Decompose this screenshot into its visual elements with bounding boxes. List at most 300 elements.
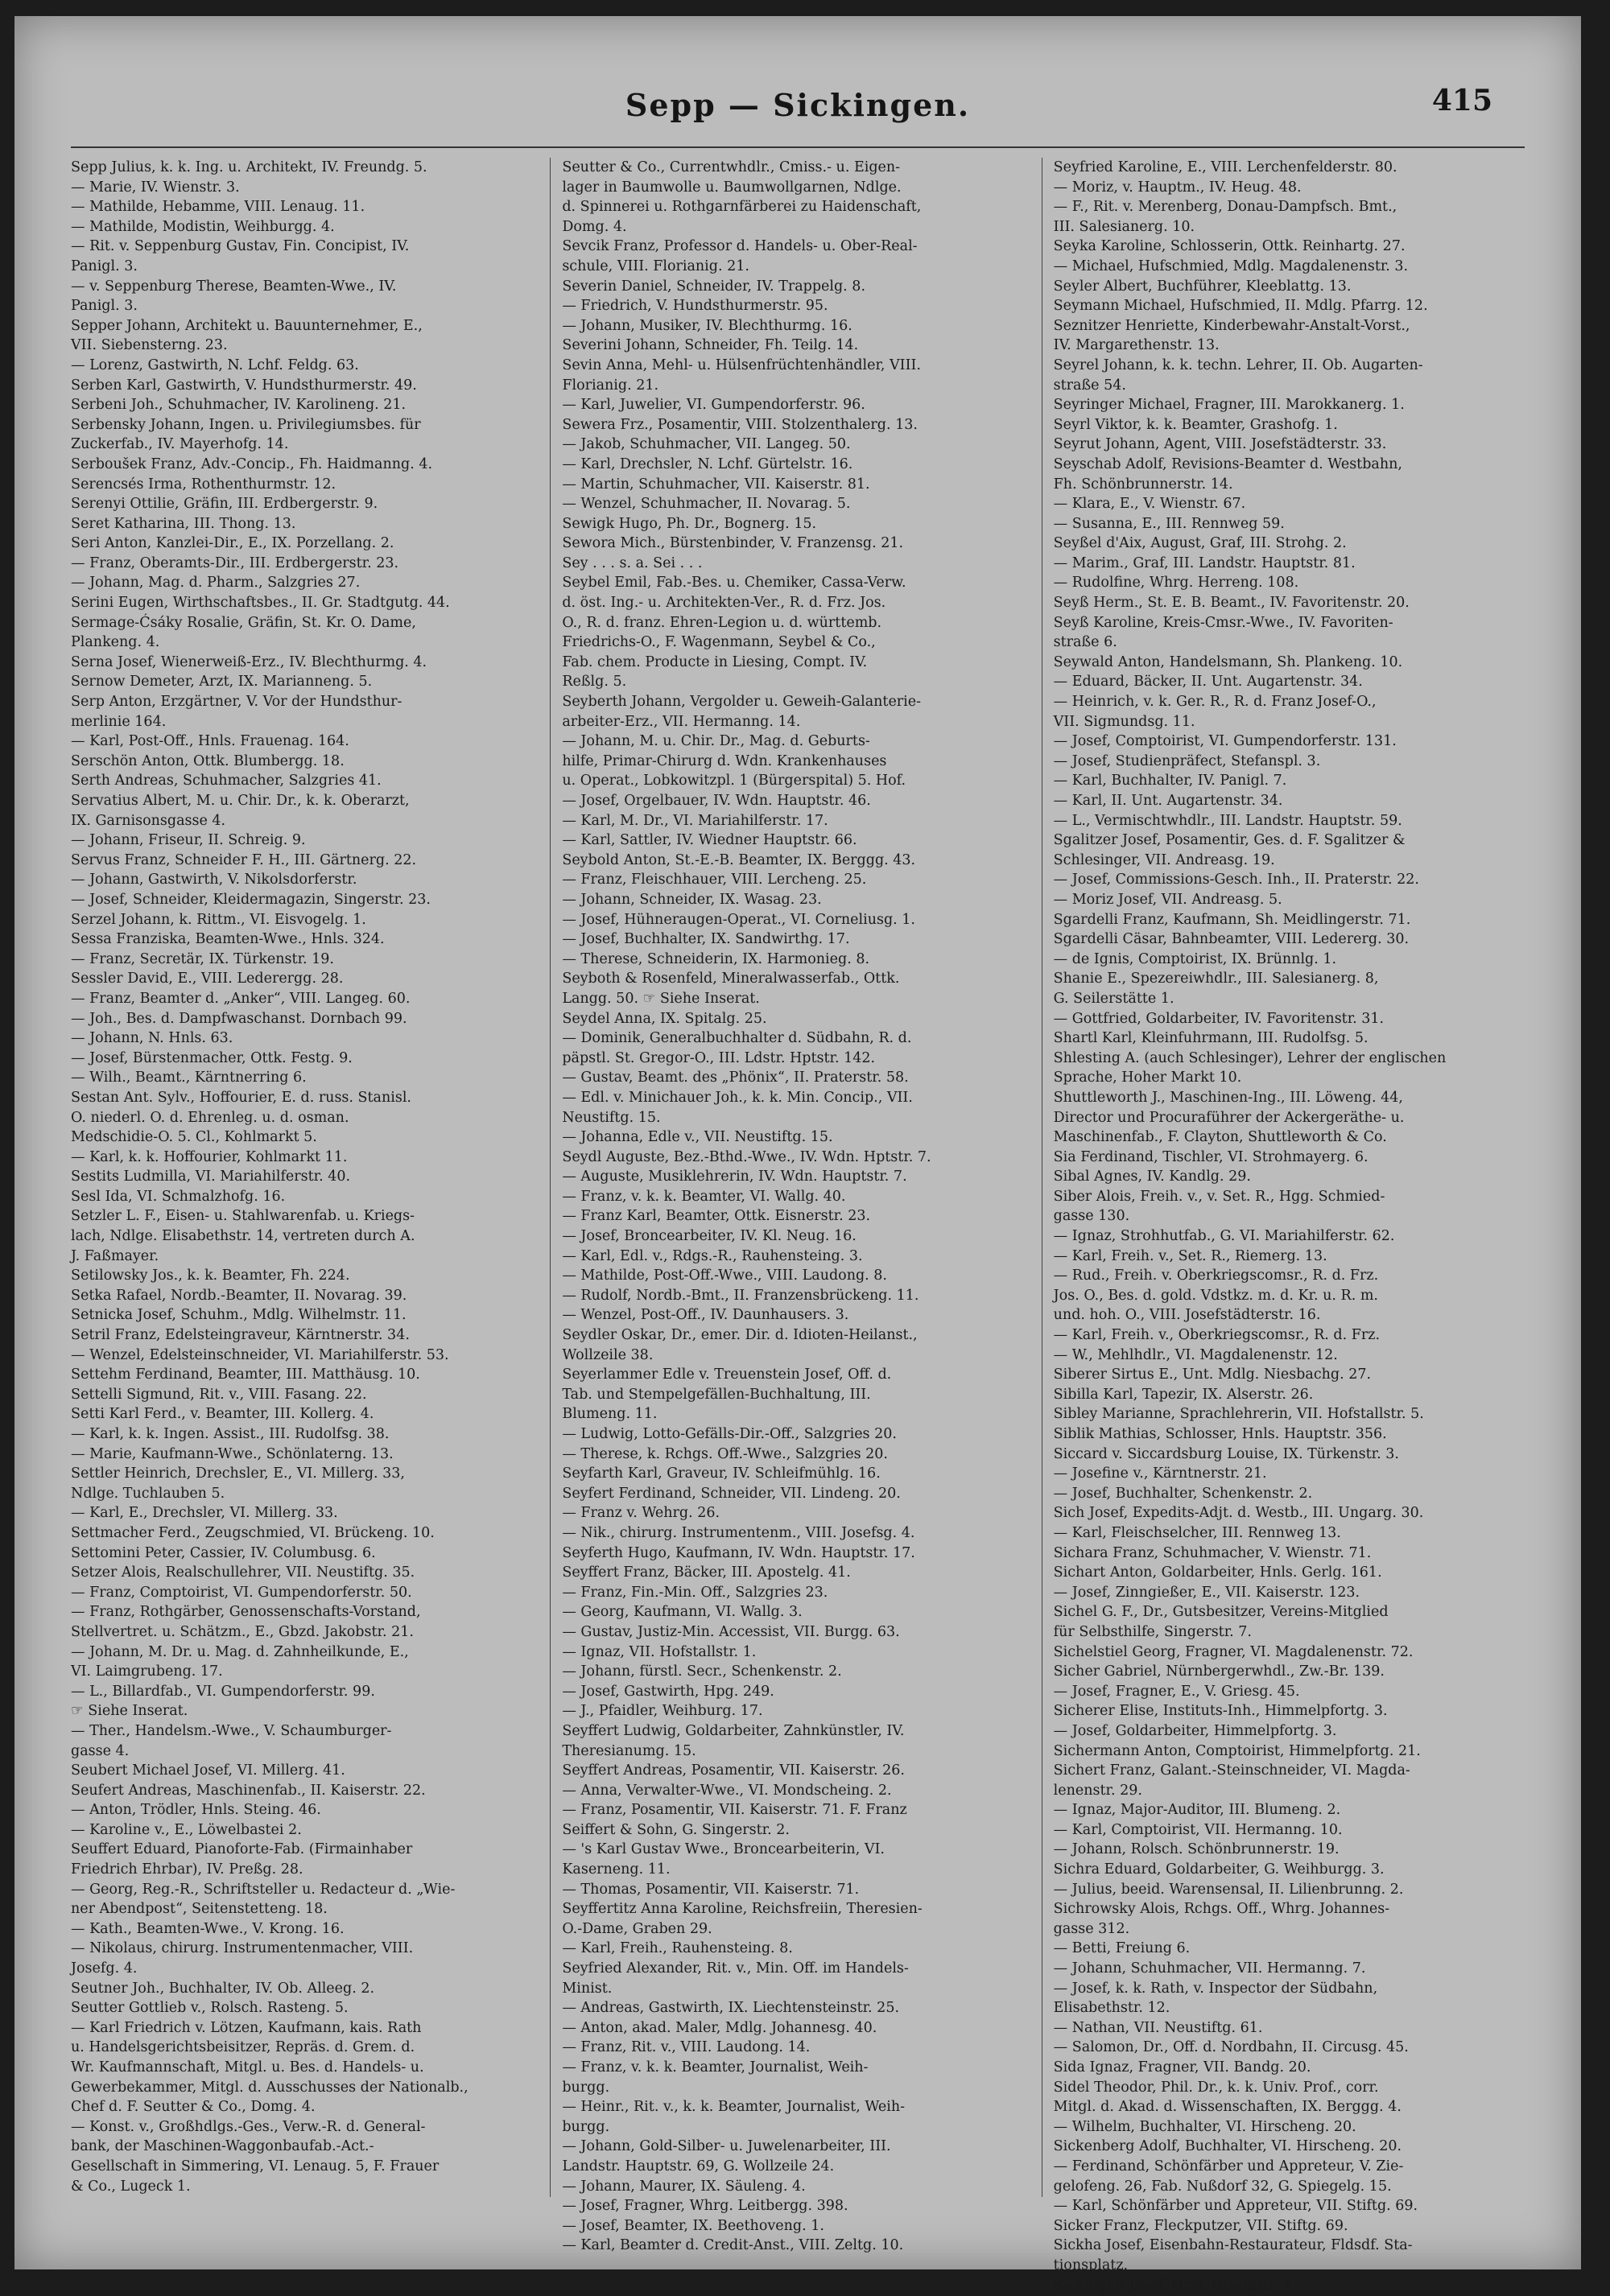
directory-entry-line: — J., Pfaidler, Weihburg. 17. <box>562 1703 763 1720</box>
directory-entry-line: Maschinenfab., F. Clayton, Shuttleworth & Co. <box>1053 1129 1387 1146</box>
directory-entry-line: Friedrichs-O., F. Wagenmann, Seybel & Co., <box>562 634 876 651</box>
directory-entry-line: Shartl Karl, Kleinfuhrmann, III. Rudolfsg. 5. <box>1053 1030 1368 1047</box>
directory-entry-line: burgg. <box>562 2079 610 2096</box>
directory-entry-line: Seyß Karoline, Kreis-Cmsr.-Wwe., IV. Favoriten- <box>1053 614 1393 631</box>
directory-entry-line: — Therese, Schneiderin, IX. Harmonieg. 8. <box>562 950 870 967</box>
directory-entry-line: Sichrowsky Alois, Rchgs. Off., Whrg. Johannes- <box>1053 1901 1390 1918</box>
directory-entry-line: — Johann, M. Dr. u. Mag. d. Zahnheilkunde, E., <box>71 1643 409 1660</box>
directory-entry-line: Serbeni Joh., Schuhmacher, IV. Karolineng. 21. <box>71 397 407 414</box>
directory-entry-line: Serbensky Johann, Ingen. u. Privilegiumsbes. für <box>71 416 421 433</box>
directory-entry-line: — Karoline v., E., Löwelbastei 2. <box>71 1821 302 1838</box>
directory-entry-line: — Johann, Friseur, II. Schreig. 9. <box>71 832 306 849</box>
directory-entry-line: Seyß Herm., St. E. B. Beamt., IV. Favoritenstr. 20. <box>1053 595 1410 612</box>
directory-entry-line: Seutner Joh., Buchhalter, IV. Ob. Alleeg. 2. <box>71 1980 375 1997</box>
directory-entry-line: — W., Mehlhdlr., VI. Magdalenenstr. 12. <box>1053 1346 1338 1363</box>
directory-entry-line: Setzer Alois, Realschullehrer, VII. Neustiftg. 35. <box>71 1564 415 1581</box>
directory-entry-line: Reßlg. 5. <box>562 674 627 690</box>
directory-entry-line: — Karl, Freih., Rauhensteing. 8. <box>562 1940 793 1957</box>
directory-entry-line: Sprache, Hoher Markt 10. <box>1053 1070 1242 1086</box>
directory-entry-line: — Josefine v., Kärntnerstr. 21. <box>1053 1465 1267 1482</box>
directory-entry-line: — Josef, Beamter, IX. Beethoveng. 1. <box>562 2217 824 2234</box>
directory-entry-line: Landstr. Hauptstr. 69, G. Wollzeile 24. <box>562 2158 835 2174</box>
directory-entry-line: — L., Vermischtwhdlr., III. Landstr. Hauptstr. 59. <box>1053 812 1402 829</box>
directory-entry-line: — Friedrich, V. Hundsthurmerstr. 95. <box>562 298 828 315</box>
column-1 <box>71 158 551 2197</box>
directory-entry-line: Langg. 50. ☞ Siehe Inserat. <box>562 990 760 1007</box>
directory-entry-line: Sevcik Franz, Professor d. Handels- u. Ober-Real- <box>562 238 918 255</box>
directory-entry-line: — Karl, Sattler, IV. Wiedner Hauptstr. 66. <box>562 832 857 849</box>
directory-entry-line: — Marim., Graf, III. Landstr. Hauptstr. 81. <box>1053 554 1356 571</box>
directory-entry-line: Serna Josef, Wienerweiß-Erz., IV. Blechthurmg. 4. <box>71 653 427 670</box>
directory-entry-line: & Co., Lugeck 1. <box>71 2178 191 2195</box>
directory-entry-line: — Thomas, Posamentir, VII. Kaiserstr. 71. <box>562 1881 860 1898</box>
directory-entry-line: — Georg, Reg.-R., Schriftsteller u. Redacteur d. „Wie- <box>71 1881 456 1898</box>
directory-entry-line: Sibal Agnes, IV. Kandlg. 29. <box>1053 1169 1251 1185</box>
directory-entry-line: Seyßel d'Aix, August, Graf, III. Strohg. 2. <box>1053 535 1347 552</box>
directory-entry-line: — Anton, akad. Maler, Mdlg. Johannesg. 40. <box>562 2019 877 2036</box>
directory-entry-line: — Johann, Gastwirth, V. Nikolsdorferstr. <box>71 872 357 888</box>
directory-entry-line: Seubert Michael Josef, VI. Millerg. 41. <box>71 1762 345 1779</box>
directory-entry-line: Blumeng. 11. <box>562 1406 658 1423</box>
directory-entry-line: Chef d. F. Seutter & Co., Domg. 4. <box>71 2099 316 2116</box>
directory-entry-line: u. Handelsgerichtsbeisitzer, Repräs. d. Grem. d. <box>71 2039 415 2056</box>
directory-entry-line: Mitgl. d. Akad. d. Wissenschaften, IX. Berggg. 4. <box>1053 2099 1402 2116</box>
directory-entry-line: — Johanna, Edle v., VII. Neustiftg. 15. <box>562 1129 833 1146</box>
directory-entry-line: Kaserneng. 11. <box>562 1861 671 1878</box>
directory-entry-line: Seutter Gottlieb v., Rolsch. Rasteng. 5. <box>71 2000 349 2017</box>
directory-entry-line: — Konst. v., Großhdlgs.-Ges., Verw.-R. d. General- <box>71 2118 426 2135</box>
directory-entry-line: Siblik Mathias, Schlosser, Hnls. Hauptstr. 356. <box>1053 1426 1387 1442</box>
directory-entry-line: — Ignaz, VII. Hofstallstr. 1. <box>562 1643 757 1660</box>
directory-entry-line: — Karl, Beamter d. Credit-Anst., VIII. Zeltg. 10. <box>562 2237 904 2254</box>
directory-entry-line: päpstl. St. Gregor-O., III. Ldstr. Hptstr. 142. <box>562 1049 876 1066</box>
directory-entry-line: und. hoh. O., VIII. Josefstädterstr. 16. <box>1053 1307 1321 1324</box>
directory-entry-line: — Josef, Buchhalter, Schenkenstr. 2. <box>1053 1485 1313 1502</box>
directory-entry-line: — Karl, II. Unt. Augartenstr. 34. <box>1053 793 1283 809</box>
directory-entry-line: gasse 130. <box>1053 1208 1130 1225</box>
directory-entry-line: — Johann, Maurer, IX. Säuleng. 4. <box>562 2178 806 2195</box>
directory-entry-line: Elisabethstr. 12. <box>1053 2000 1170 2017</box>
directory-entry-line: Seznitzer Henriette, Kinderbewahr-Anstalt-Vorst., <box>1053 317 1410 334</box>
directory-entry-line: IV. Margarethenstr. 13. <box>1053 337 1220 354</box>
directory-entry-line: J. Faßmayer. <box>71 1247 159 1264</box>
directory-entry-line: — Johann, M. u. Chir. Dr., Mag. d. Geburts- <box>562 733 870 750</box>
directory-entry-line: ner Abendpost“, Seitenstetteng. 18. <box>71 1901 328 1918</box>
directory-entry-line: bank, der Maschinen-Waggonbaufab.-Act.- <box>71 2138 374 2155</box>
directory-entry-line: — Franz v. Wehrg. 26. <box>562 1505 720 1522</box>
directory-entry-line: — de Ignis, Comptoirist, IX. Brünnlg. 1. <box>1053 950 1337 967</box>
directory-entry-line: u. Operat., Lobkowitzpl. 1 (Bürgerspital) 5. Hof. <box>562 773 906 789</box>
column-2 <box>562 158 1042 2254</box>
directory-entry-line: — Johann, Schuhmacher, VII. Hermanng. 7. <box>1053 1960 1366 1977</box>
directory-entry-line: Fh. Schönbrunnerstr. 14. <box>1053 476 1233 493</box>
directory-entry-line: lenenstr. 29. <box>1053 1782 1142 1799</box>
directory-entry-line: Wollzeile 38. <box>562 1346 654 1363</box>
entry-columns <box>71 158 1525 2294</box>
directory-entry-line: Sickingen Josef, Graf, Giselastr. 1. <box>1053 2277 1297 2294</box>
directory-entry-line: lach, Ndlge. Elisabethstr. 14, vertreten durch A. <box>71 1228 415 1245</box>
directory-entry-line: — Josef, Buchhalter, IX. Sandwirthg. 17. <box>562 931 850 948</box>
directory-entry-line: III. Salesianerg. 10. <box>1053 218 1195 235</box>
directory-entry-line: Serschön Anton, Ottk. Blumbergg. 18. <box>71 752 345 769</box>
directory-entry-line: Seyfarth Karl, Graveur, IV. Schleifmühlg. 16. <box>562 1465 881 1482</box>
directory-entry-line: Seyringer Michael, Fragner, III. Marokkanerg. 1. <box>1053 397 1405 414</box>
directory-entry-line: Sernow Demeter, Arzt, IX. Marianneng. 5. <box>71 674 373 690</box>
directory-entry-line: — Franz, Fin.-Min. Off., Salzgries 23. <box>562 1584 828 1601</box>
directory-entry-line: — Josef, Fragner, E., V. Griesg. 45. <box>1053 1683 1300 1700</box>
directory-entry-line: Medschidie-O. 5. Cl., Kohlmarkt 5. <box>71 1129 317 1146</box>
directory-entry-line: Setti Karl Ferd., v. Beamter, III. Kollerg. 4. <box>71 1406 374 1423</box>
directory-entry-line: Severin Daniel, Schneider, IV. Trappelg. 8. <box>562 278 866 295</box>
directory-entry-line: Settehm Ferdinand, Beamter, III. Matthäusg. 10. <box>71 1366 420 1383</box>
directory-entry-line: Servatius Albert, M. u. Chir. Dr., k. k. Oberarzt, <box>71 793 410 809</box>
running-head: Sepp — Sickingen. <box>625 87 971 123</box>
directory-entry-line: — Karl, Drechsler, N. Lchf. Gürtelstr. 16. <box>562 455 853 472</box>
directory-entry-line: Minist. <box>562 1980 613 1997</box>
directory-entry-line: — Rud., Freih. v. Oberkriegscomsr., R. d. Frz. <box>1053 1268 1379 1284</box>
directory-entry-line: — Andreas, Gastwirth, IX. Liechtensteinstr. 25. <box>562 2000 900 2017</box>
directory-entry-line: — Josef, Gastwirth, Hpg. 249. <box>562 1683 774 1700</box>
directory-entry-line: Stellvertret. u. Schätzm., E., Gbzd. Jakobstr. 21. <box>71 1623 414 1640</box>
directory-entry-line: Sichermann Anton, Comptoirist, Himmelpfortg. 21. <box>1053 1742 1421 1759</box>
directory-entry-line: — Ludwig, Lotto-Gefälls-Dir.-Off., Salzgries 20. <box>562 1426 897 1442</box>
directory-entry-line: Theresianumg. 15. <box>562 1742 696 1759</box>
directory-entry-line: Serp Anton, Erzgärtner, V. Vor der Hundsthur- <box>71 694 402 711</box>
directory-entry-line: Seydel Anna, IX. Spitalg. 25. <box>562 1010 767 1027</box>
directory-entry-line: Settomini Peter, Cassier, IV. Columbusg. 6. <box>71 1544 376 1561</box>
directory-entry-line: tionsplatz. <box>1053 2257 1129 2273</box>
directory-entry-line: Seyffert Andreas, Posamentir, VII. Kaiserstr. 26. <box>562 1762 905 1779</box>
directory-entry-line: Siccard v. Siccardsburg Louise, IX. Türkenstr. 3. <box>1053 1445 1399 1462</box>
directory-entry-line: — Karl, Buchhalter, IV. Panigl. 7. <box>1053 773 1287 789</box>
directory-entry-line: schule, VIII. Florianig. 21. <box>562 258 749 274</box>
directory-entry-line: Sickenberg Adolf, Buchhalter, VI. Hirscheng. 20. <box>1053 2138 1402 2155</box>
directory-entry-line: burgg. <box>562 2118 610 2135</box>
directory-entry-line: — Josef, Fragner, Whrg. Leitbergg. 398. <box>562 2198 848 2215</box>
directory-entry-line: IX. Garnisonsgasse 4. <box>71 812 226 829</box>
directory-entry-line: Zuckerfab., IV. Mayerhofg. 14. <box>71 436 289 453</box>
directory-entry-line: — Moriz, v. Hauptm., IV. Heug. 48. <box>1053 179 1302 196</box>
directory-entry-line: — Josef, Bürstenmacher, Ottk. Festg. 9. <box>71 1049 353 1066</box>
directory-entry-line: gelofeng. 26, Fab. Nußdorf 32, G. Spiegelg. 15. <box>1053 2178 1392 2195</box>
directory-entry-line: Sestits Ludmilla, VI. Mariahilferstr. 40. <box>71 1169 351 1185</box>
directory-entry-line: Sida Ignaz, Fragner, VII. Bandg. 20. <box>1053 2059 1311 2075</box>
directory-entry-line: Sewora Mich., Bürstenbinder, V. Franzensg. 21. <box>562 535 904 552</box>
directory-entry-line: — Wenzel, Schuhmacher, II. Novarag. 5. <box>562 496 851 513</box>
directory-entry-line: — Karl, E., Drechsler, VI. Millerg. 33. <box>71 1505 338 1522</box>
directory-entry-line: Serboušek Franz, Adv.-Concip., Fh. Haidmanng. 4. <box>71 455 433 472</box>
directory-entry-line: — Rudolf, Nordb.-Bmt., II. Franzensbrückeng. 11. <box>562 1287 919 1304</box>
directory-entry-line: Seyboth & Rosenfeld, Mineralwasserfab., Ottk. <box>562 971 900 987</box>
directory-entry-line: — Karl, Juwelier, VI. Gumpendorferstr. 96. <box>562 397 865 414</box>
directory-entry-line: Sichert Franz, Galant.-Steinschneider, VI. Magda- <box>1053 1762 1410 1779</box>
directory-entry-line: Seymann Michael, Hufschmied, II. Mdlg. Pfarrg. 12. <box>1053 298 1428 315</box>
directory-entry-line: Sicherer Elise, Instituts-Inh., Himmelpfortg. 3. <box>1053 1703 1388 1720</box>
directory-entry-line: Siberer Sirtus E., Unt. Mdlg. Niesbachg. 27. <box>1053 1366 1372 1383</box>
directory-entry-line: ☞ Siehe Inserat. <box>71 1703 188 1720</box>
directory-entry-line: Sgardelli Franz, Kaufmann, Sh. Meidlingerstr. 71. <box>1053 911 1411 928</box>
directory-entry-line: G. Seilerstätte 1. <box>1053 990 1174 1007</box>
directory-entry-line: — Nik., chirurg. Instrumentenm., VIII. Josefsg. 4. <box>562 1524 915 1541</box>
directory-entry-line: — Kath., Beamten-Wwe., V. Krong. 16. <box>71 1920 345 1937</box>
directory-entry-line: Servus Franz, Schneider F. H., III. Gärtnerg. 22. <box>71 851 417 868</box>
directory-entry-line: — Gustav, Beamt. des „Phönix“, II. Praterstr. 58. <box>562 1070 909 1086</box>
directory-entry-line: — Karl, k. k. Hoffourier, Kohlmarkt 11. <box>71 1148 348 1165</box>
directory-entry-line: — Johann, Gold-Silber- u. Juwelenarbeiter, III. <box>562 2138 891 2155</box>
directory-entry-line: Seyffertitz Anna Karoline, Reichsfreiin, Theresien- <box>562 1901 923 1918</box>
directory-entry-line: — Ther., Handelsm.-Wwe., V. Schaumburger- <box>71 1722 392 1739</box>
directory-entry-line: für Selbsthilfe, Singerstr. 7. <box>1053 1623 1252 1640</box>
directory-entry-line: Sepper Johann, Architekt u. Bauunternehmer, E., <box>71 317 423 334</box>
directory-entry-line: — Johann, N. Hnls. 63. <box>71 1030 233 1047</box>
directory-entry-line: — Rudolfine, Whrg. Herreng. 108. <box>1053 575 1299 592</box>
directory-entry-line: Setril Franz, Edelsteingraveur, Kärntnerstr. 34. <box>71 1327 410 1344</box>
directory-entry-line: Sia Ferdinand, Tischler, VI. Strohmayerg. 6. <box>1053 1148 1368 1165</box>
directory-entry-line: — Karl, Freih. v., Oberkriegscomsr., R. d. Frz. <box>1053 1327 1381 1344</box>
directory-entry-line: Serencsés Irma, Rothenthurmstr. 12. <box>71 476 336 493</box>
directory-entry-line: — Josef, Orgelbauer, IV. Wdn. Hauptstr. 46. <box>562 793 871 809</box>
directory-entry-line: — Klara, E., V. Wienstr. 67. <box>1053 496 1246 513</box>
directory-entry-line: Seyschab Adolf, Revisions-Beamter d. Westbahn, <box>1053 455 1402 472</box>
page-header <box>14 84 1581 127</box>
directory-entry-line: Setka Rafael, Nordb.-Beamter, II. Novarag. 39. <box>71 1287 407 1304</box>
directory-entry-line: — Rit. v. Seppenburg Gustav, Fin. Concipist, IV. <box>71 238 410 255</box>
directory-entry-line: — Ignaz, Strohhutfab., G. VI. Mariahilferstr. 62. <box>1053 1228 1395 1245</box>
directory-entry-line: — Martin, Schuhmacher, VII. Kaiserstr. 81. <box>562 476 870 493</box>
directory-entry-line: — Josef, Schneider, Kleidermagazin, Singerstr. 23. <box>71 891 431 908</box>
directory-entry-line: Seri Anton, Kanzlei-Dir., E., IX. Porzellang. 2. <box>71 535 394 552</box>
directory-entry-line: lager in Baumwolle u. Baumwollgarnen, Ndlge. <box>562 179 902 196</box>
directory-entry-line: — Mathilde, Hebamme, VIII. Lenaug. 11. <box>71 199 365 216</box>
directory-entry-line: — Anton, Trödler, Hnls. Steing. 46. <box>71 1802 321 1819</box>
directory-entry-line: — Heinr., Rit. v., k. k. Beamter, Journalist, Weih- <box>562 2099 906 2116</box>
directory-entry-line: Sidel Theodor, Phil. Dr., k. k. Univ. Prof., corr. <box>1053 2079 1379 2096</box>
directory-entry-line: Serenyi Ottilie, Gräfin, III. Erdbergerstr. 9. <box>71 496 378 513</box>
directory-entry-line: Seyfert Ferdinand, Schneider, VII. Lindeng. 20. <box>562 1485 901 1502</box>
directory-entry-line: Sickha Josef, Eisenbahn-Restaurateur, Fldsdf. Sta- <box>1053 2237 1413 2254</box>
directory-entry-line: Seyfried Karoline, E., VIII. Lerchenfelderstr. 80. <box>1053 159 1397 175</box>
directory-entry-line: Wr. Kaufmannschaft, Mitgl. u. Bes. d. Handels- u. <box>71 2059 424 2075</box>
directory-entry-line: — Edl. v. Minichauer Joh., k. k. Min. Concip., VII. <box>562 1089 913 1106</box>
directory-entry-line: — Josef, k. k. Rath, v. Inspector der Südbahn, <box>1053 1980 1378 1997</box>
directory-entry-line: Setzler L. F., Eisen- u. Stahlwarenfab. u. Kriegs- <box>71 1208 415 1225</box>
directory-entry-line: Seyffert Franz, Bäcker, III. Apostelg. 41. <box>562 1564 851 1581</box>
directory-entry-line: Sewigk Hugo, Ph. Dr., Bognerg. 15. <box>562 515 817 532</box>
directory-entry-line: Serzel Johann, k. Rittm., VI. Eisvogelg. 1. <box>71 911 366 928</box>
directory-entry-line: — Mathilde, Modistin, Weihburgg. 4. <box>71 218 335 235</box>
directory-entry-line: — Franz, Secretär, IX. Türkenstr. 19. <box>71 950 334 967</box>
directory-entry-line: — F., Rit. v. Merenberg, Donau-Dampfsch. Bmt., <box>1053 199 1397 216</box>
directory-entry-line: — Marie, Kaufmann-Wwe., Schönlaterng. 13. <box>71 1445 394 1462</box>
directory-entry-line: Seyrel Johann, k. k. techn. Lehrer, II. Ob. Augarten- <box>1053 357 1423 373</box>
directory-entry-line: Sichra Eduard, Goldarbeiter, G. Weihburgg. 3. <box>1053 1861 1385 1878</box>
directory-entry-line: — Johann, fürstl. Secr., Schenkenstr. 2. <box>562 1663 842 1680</box>
directory-entry-line: Gesellschaft in Simmering, VI. Lenaug. 5, F. Frauer <box>71 2158 440 2174</box>
directory-entry-line: Sichart Anton, Goldarbeiter, Hnls. Gerlg. 161. <box>1053 1564 1382 1581</box>
directory-entry-line: — Heinrich, v. k. Ger. R., R. d. Franz Josef-O., <box>1053 694 1377 711</box>
directory-entry-line: Seywald Anton, Handelsmann, Sh. Plankeng. 10. <box>1053 653 1403 670</box>
directory-entry-line: Panigl. 3. <box>71 298 138 315</box>
directory-entry-line: Serini Eugen, Wirthschaftsbes., II. Gr. Stadtgutg. 44. <box>71 595 450 612</box>
directory-entry-line: — Auguste, Musiklehrerin, IV. Wdn. Hauptstr. 7. <box>562 1169 907 1185</box>
header-rule <box>71 146 1525 148</box>
directory-entry-line: — Franz, Oberamts-Dir., III. Erdbergerstr. 23. <box>71 554 399 571</box>
directory-entry-line: — Wilh., Beamt., Kärntnerring 6. <box>71 1070 307 1086</box>
directory-entry-line: arbeiter-Erz., VII. Hermanng. 14. <box>562 713 801 730</box>
directory-entry-line: — Gustav, Justiz-Min. Accessist, VII. Burgg. 63. <box>562 1623 900 1640</box>
directory-entry-line: Sevin Anna, Mehl- u. Hülsenfrüchtenhändler, VIII. <box>562 357 921 373</box>
directory-entry-line: — Franz, Beamter d. „Anker“, VIII. Langeg. 60. <box>71 990 411 1007</box>
directory-entry-line: — Johann, Musiker, IV. Blechthurmg. 16. <box>562 317 852 334</box>
directory-entry-line: straße 54. <box>1053 377 1126 394</box>
directory-entry-line: Seybel Emil, Fab.-Bes. u. Chemiker, Cassa-Verw. <box>562 575 906 592</box>
directory-entry-line: Sessler David, E., VIII. Lederergg. 28. <box>71 971 344 987</box>
directory-entry-line: — Julius, beeid. Warensensal, II. Lilienbrunng. 2. <box>1053 1881 1404 1898</box>
directory-entry-line: Sich Josef, Expedits-Adjt. d. Westb., III. Ungarg. 30. <box>1053 1505 1424 1522</box>
directory-entry-line: Serben Karl, Gastwirth, V. Hundsthurmerstr. 49. <box>71 377 417 394</box>
directory-entry-line: Seuffert Eduard, Pianoforte-Fab. (Firmainhaber <box>71 1841 413 1858</box>
directory-entry-line: — Wenzel, Post-Off., IV. Daunhausers. 3. <box>562 1307 849 1324</box>
directory-entry-line: Sessa Franziska, Beamten-Wwe., Hnls. 324. <box>71 931 385 948</box>
directory-entry-line: — Moriz Josef, VII. Andreasg. 5. <box>1053 891 1282 908</box>
directory-entry-line: — 's Karl Gustav Wwe., Broncearbeiterin, VI. <box>562 1841 885 1858</box>
directory-entry-line: hilfe, Primar-Chirurg d. Wdn. Krankenhauses <box>562 752 887 769</box>
directory-entry-line: — Josef, Studienpräfect, Stefanspl. 3. <box>1053 752 1321 769</box>
directory-entry-line: Sewera Frz., Posamentir, VIII. Stolzenthalerg. 13. <box>562 416 918 433</box>
directory-entry-line: — Gottfried, Goldarbeiter, IV. Favoritenstr. 31. <box>1053 1010 1385 1027</box>
directory-entry-line: — Karl Friedrich v. Lötzen, Kaufmann, kais. Rath <box>71 2019 422 2036</box>
directory-entry-line: merlinie 164. <box>71 713 167 730</box>
directory-entry-line: Florianig. 21. <box>562 377 659 394</box>
directory-entry-line: Setilowsky Jos., k. k. Beamter, Fh. 224. <box>71 1268 350 1284</box>
directory-entry-line: Josefg. 4. <box>71 1960 138 1977</box>
directory-entry-line: O. niederl. O. d. Ehrenleg. u. d. osman. <box>71 1109 349 1126</box>
directory-entry-line: — Karl, Schönfärber und Appreteur, VII. Stiftg. 69. <box>1053 2198 1418 2215</box>
directory-entry-line: Shuttleworth J., Maschinen-Ing., III. Löweng. 44, <box>1053 1089 1403 1106</box>
directory-entry-line: Seyrl Viktor, k. k. Beamter, Grashofg. 1. <box>1053 416 1338 433</box>
directory-entry-line: — Josef, Comptoirist, VI. Gumpendorferstr. 131. <box>1053 733 1397 750</box>
directory-entry-line: — Josef, Commissions-Gesch. Inh., II. Praterstr. 22. <box>1053 872 1419 888</box>
directory-entry-line: Seiffert & Sohn, G. Singerstr. 2. <box>562 1821 790 1838</box>
directory-entry-line: — Josef, Goldarbeiter, Himmelpfortg. 3. <box>1053 1722 1337 1739</box>
directory-entry-line: Schlesinger, VII. Andreasg. 19. <box>1053 851 1275 868</box>
directory-entry-line: — Lorenz, Gastwirth, N. Lchf. Feldg. 63. <box>71 357 359 373</box>
directory-entry-line: Sgalitzer Josef, Posamentir, Ges. d. F. Sgalitzer & <box>1053 832 1406 849</box>
directory-entry-line: Seufert Andreas, Maschinenfab., II. Kaiserstr. 22. <box>71 1782 426 1799</box>
directory-entry-line: — Karl, Post-Off., Hnls. Frauenag. 164. <box>71 733 349 750</box>
directory-entry-line: Seyfried Alexander, Rit. v., Min. Off. im Handels- <box>562 1960 909 1977</box>
directory-entry-line: Sestan Ant. Sylv., Hoffourier, E. d. russ. Stanisl. <box>71 1089 411 1106</box>
directory-entry-line: Seyferth Hugo, Kaufmann, IV. Wdn. Hauptstr. 17. <box>562 1544 915 1561</box>
directory-entry-line: — Dominik, Generalbuchhalter d. Südbahn, R. d. <box>562 1030 912 1047</box>
directory-entry-line: Domg. 4. <box>562 218 627 235</box>
directory-entry-line: Gewerbekammer, Mitgl. d. Ausschusses der Nationalb., <box>71 2079 469 2096</box>
directory-entry-line: — Betti, Freiung 6. <box>1053 1940 1191 1957</box>
directory-entry-line: Seret Katharina, III. Thong. 13. <box>71 515 296 532</box>
directory-entry-line: — Nathan, VII. Neustiftg. 61. <box>1053 2019 1263 2036</box>
directory-entry-line: Seyrut Johann, Agent, VIII. Josefstädterstr. 33. <box>1053 436 1387 453</box>
directory-entry-line: — Johann, Mag. d. Pharm., Salzgries 27. <box>71 575 361 592</box>
directory-entry-line: Settler Heinrich, Drechsler, E., VI. Millerg. 33, <box>71 1465 405 1482</box>
directory-entry-line: gasse 4. <box>71 1742 130 1759</box>
directory-entry-line: — Karl, Comptoirist, VII. Hermanng. 10. <box>1053 1821 1343 1838</box>
directory-entry-line: VI. Laimgrubeng. 17. <box>71 1663 223 1680</box>
directory-entry-line: — Karl, k. k. Ingen. Assist., III. Rudolfsg. 38. <box>71 1426 390 1442</box>
directory-entry-line: O.-Dame, Graben 29. <box>562 1920 712 1937</box>
directory-entry-line: — Josef, Zinngießer, E., VII. Kaiserstr. 123. <box>1053 1584 1360 1601</box>
directory-entry-line: gasse 312. <box>1053 1920 1130 1937</box>
directory-page <box>14 16 1581 2294</box>
directory-entry-line: Shlesting A. (auch Schlesinger), Lehrer der englischen <box>1053 1049 1447 1066</box>
directory-entry-line: — Anna, Verwalter-Wwe., VI. Mondscheing. 2. <box>562 1782 892 1799</box>
directory-entry-line: Sichelstiel Georg, Fragner, VI. Magdalenenstr. 72. <box>1053 1643 1414 1660</box>
directory-entry-line: straße 6. <box>1053 634 1117 651</box>
directory-entry-line: — Therese, k. Rchgs. Off.-Wwe., Salzgries 20. <box>562 1445 888 1462</box>
directory-entry-line: VII. Sigmundsg. 11. <box>1053 713 1195 730</box>
directory-entry-line: — Karl, Freih. v., Set. R., Riemerg. 13. <box>1053 1247 1327 1264</box>
directory-entry-line: — Johann, Rolsch. Schönbrunnerstr. 19. <box>1053 1841 1340 1858</box>
directory-entry-line: — Eduard, Bäcker, II. Unt. Augartenstr. 34. <box>1053 674 1363 690</box>
directory-entry-line: — Jakob, Schuhmacher, VII. Langeg. 50. <box>562 436 851 453</box>
directory-entry-line: Panigl. 3. <box>71 258 138 274</box>
directory-entry-line: — Franz, Rothgärber, Genossenschafts-Vorstand, <box>71 1604 421 1621</box>
directory-entry-line: VII. Siebensterng. 23. <box>71 337 228 354</box>
directory-entry-line: Sibilla Karl, Tapezir, IX. Alserstr. 26. <box>1053 1386 1314 1403</box>
directory-entry-line: Seyerlammer Edle v. Treuenstein Josef, Off. d. <box>562 1366 892 1383</box>
directory-entry-line: Friedrich Ehrbar), IV. Preßg. 28. <box>71 1861 303 1878</box>
directory-entry-line: — v. Seppenburg Therese, Beamten-Wwe., IV. <box>71 278 397 295</box>
directory-entry-line: — Karl, M. Dr., VI. Mariahilferstr. 17. <box>562 812 828 829</box>
directory-entry-line: — Josef, Hühneraugen-Operat., VI. Corneliusg. 1. <box>562 911 915 928</box>
directory-entry-line: Seydler Oskar, Dr., emer. Dir. d. Idioten-Heilanst., <box>562 1327 918 1344</box>
directory-entry-line: Sepp Julius, k. k. Ing. u. Architekt, IV. Freundg. 5. <box>71 159 427 175</box>
directory-entry-line: Settelli Sigmund, Rit. v., VIII. Fasang. 22. <box>71 1386 367 1403</box>
directory-entry-line: Setnicka Josef, Schuhm., Mdlg. Wilhelmstr. 11. <box>71 1307 407 1324</box>
directory-entry-line: — Johann, Schneider, IX. Wasag. 23. <box>562 891 822 908</box>
directory-entry-line: Settmacher Ferd., Zeugschmied, VI. Brückeng. 10. <box>71 1524 435 1541</box>
directory-entry-line: Sibley Marianne, Sprachlehrerin, VII. Hofstallstr. 5. <box>1053 1406 1424 1423</box>
directory-entry-line: d. Spinnerei u. Rothgarnfärberei zu Haidenschaft, <box>562 199 922 216</box>
directory-entry-line: — Franz, v. k. k. Beamter, Journalist, Weih- <box>562 2059 869 2075</box>
directory-entry-line: — L., Billardfab., VI. Gumpendorferstr. 99. <box>71 1683 375 1700</box>
column-3 <box>1053 158 1525 2294</box>
directory-entry-line: — Mathilde, Post-Off.-Wwe., VIII. Laudong. 8. <box>562 1268 887 1284</box>
directory-entry-line: Sgardelli Cäsar, Bahnbeamter, VIII. Ledererg. 30. <box>1053 931 1410 948</box>
directory-entry-line: — Georg, Kaufmann, VI. Wallg. 3. <box>562 1604 803 1621</box>
directory-entry-line: Seyka Karoline, Schlosserin, Ottk. Reinhartg. 27. <box>1053 238 1406 255</box>
directory-entry-line: Sicker Franz, Fleckputzer, VII. Stiftg. 69. <box>1053 2217 1348 2234</box>
directory-entry-line: — Franz Karl, Beamter, Ottk. Eisnerstr. 23. <box>562 1208 871 1225</box>
directory-entry-line: O., R. d. franz. Ehren-Legion u. d. württemb. <box>562 614 882 631</box>
directory-entry-line: Seutter & Co., Currentwhdlr., Cmiss.- u. Eigen- <box>562 159 901 175</box>
directory-entry-line: Sicher Gabriel, Nürnbergerwhdl., Zw.-Br. 139. <box>1053 1663 1385 1680</box>
directory-entry-line: — Franz, Rit. v., VIII. Laudong. 14. <box>562 2039 811 2056</box>
directory-entry-line: Siber Alois, Freih. v., v. Set. R., Hgg. Schmied- <box>1053 1188 1385 1205</box>
directory-entry-line: Severini Johann, Schneider, Fh. Teilg. 14. <box>562 337 859 354</box>
directory-entry-line: Seydl Auguste, Bez.-Bthd.-Wwe., IV. Wdn. Hptstr. 7. <box>562 1148 931 1165</box>
directory-entry-line: — Wilhelm, Buchhalter, VI. Hirscheng. 20. <box>1053 2118 1356 2135</box>
page-number: 415 <box>1431 84 1492 117</box>
directory-entry-line: Seybold Anton, St.-E.-B. Beamter, IX. Berggg. 43. <box>562 851 916 868</box>
directory-entry-line: Plankeng. 4. <box>71 634 160 651</box>
directory-entry-line: Sichel G. F., Dr., Gutsbesitzer, Vereins-Mitglied <box>1053 1604 1389 1621</box>
directory-entry-line: — Joh., Bes. d. Dampfwaschanst. Dornbach 99. <box>71 1010 407 1027</box>
directory-entry-line: Sichara Franz, Schuhmacher, V. Wienstr. 71. <box>1053 1544 1372 1561</box>
directory-entry-line: Director und Procuraführer der Ackergeräthe- u. <box>1053 1109 1405 1126</box>
directory-entry-line: — Marie, IV. Wienstr. 3. <box>71 179 240 196</box>
directory-entry-line: Fab. chem. Producte in Liesing, Compt. IV. <box>562 653 868 670</box>
directory-entry-line: Seyffert Ludwig, Goldarbeiter, Zahnkünstler, IV. <box>562 1722 905 1739</box>
